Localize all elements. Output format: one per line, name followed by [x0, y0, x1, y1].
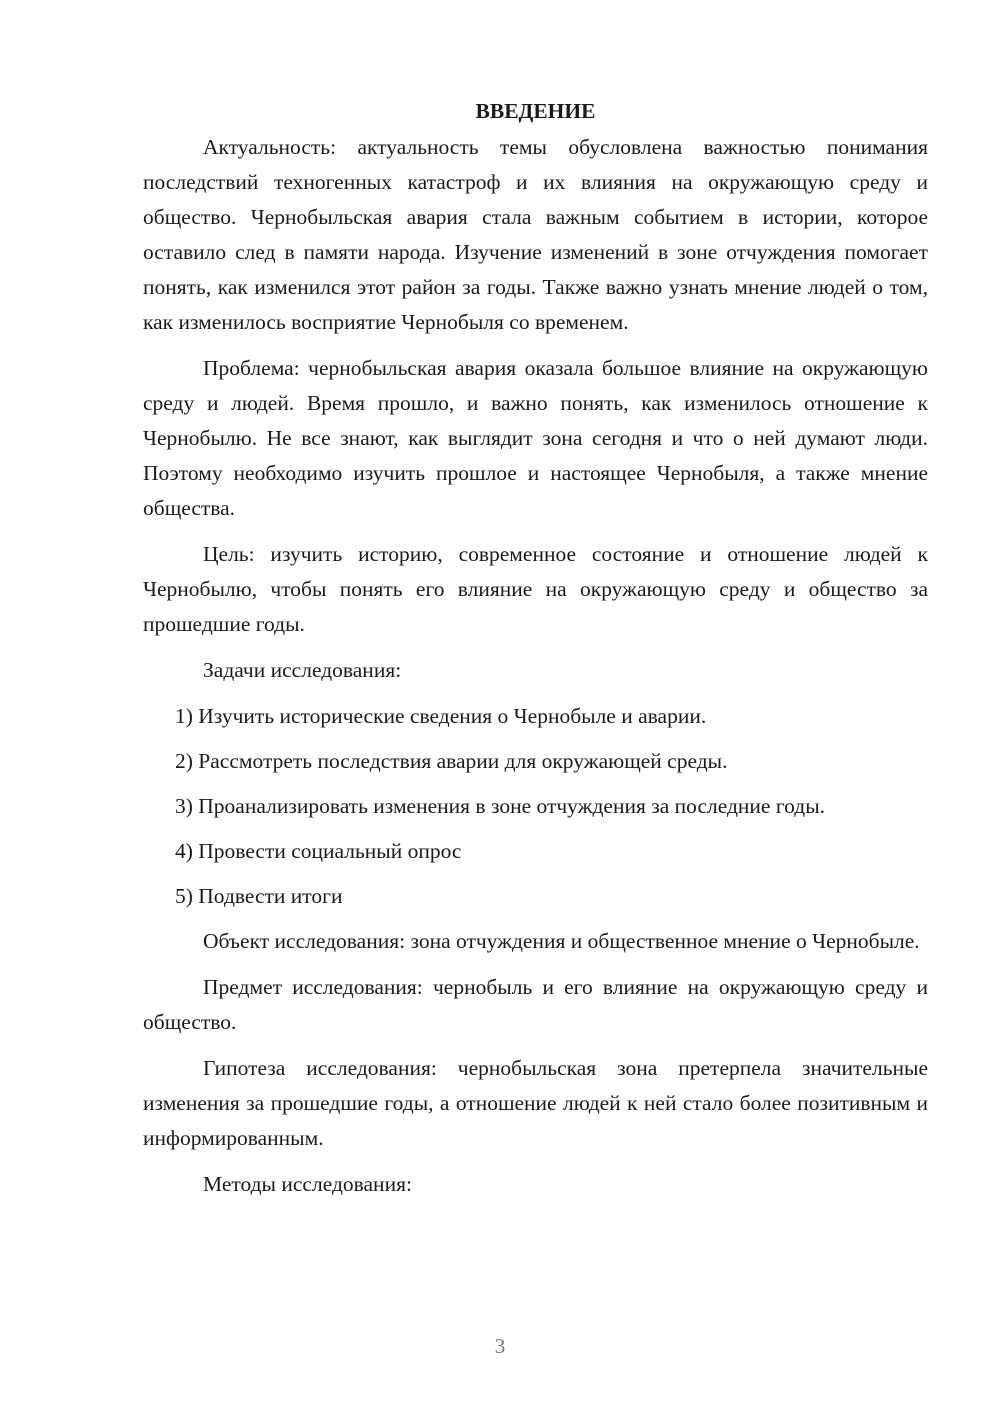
task-item-2: 2) Рассмотреть последствия аварии для окружающей среды. [175, 749, 728, 773]
paragraph-problem: Проблема: чернобыльская авария оказала большое влияние на окружающую среду и людей. Время прошло, и важно понять, как изменилось отношение к Чернобылю. Не все знают, как выглядит зона сегодня и что о ней думают люди. Поэтому необходимо изучить прошлое и настоящее Чернобыля, а также мнение общества. [143, 356, 928, 520]
paragraph-tasks-heading: Задачи исследования: [203, 658, 402, 682]
page-content [143, 94, 928, 1213]
paragraph-relevance: Актуальность: актуальность темы обусловлена важностью понимания последствий техногенных катастроф и их влияния на окружающую среду и общество. Чернобыльская авария стала важным событием в истории, которое оставило след в памяти народа. Изучение изменений в зоне отчуждения помогает понять, как изменился этот район за годы. Также важно узнать мнение людей о том, как изменилось восприятие Чернобыля со временем. [143, 135, 928, 334]
paragraph-goal: Цель: изучить историю, современное состояние и отношение людей к Чернобылю, чтобы понять его влияние на окружающую среду и общество за прошедшие годы. [143, 542, 928, 636]
paragraph-methods: Методы исследования: [203, 1172, 412, 1196]
paragraph-subject: Предмет исследования: чернобыль и его влияние на окружающую среду и общество. [143, 975, 928, 1034]
task-item-4: 4) Провести социальный опрос [175, 839, 462, 863]
task-item-5: 5) Подвести итоги [175, 884, 343, 908]
section-title: ВВЕДЕНИЕ [475, 99, 596, 123]
paragraph-object: Объект исследования: зона отчуждения и общественное мнение о Чернобыле. [203, 929, 920, 953]
paragraph-hypothesis: Гипотеза исследования: чернобыльская зона претерпела значительные изменения за прошедшие годы, а отношение людей к ней стало более позитивным и информированным. [143, 1056, 928, 1150]
page-number: 3 [494, 1334, 506, 1358]
task-item-3: 3) Проанализировать изменения в зоне отчуждения за последние годы. [175, 794, 826, 818]
task-item-1: 1) Изучить исторические сведения о Чернобыле и аварии. [175, 704, 707, 728]
